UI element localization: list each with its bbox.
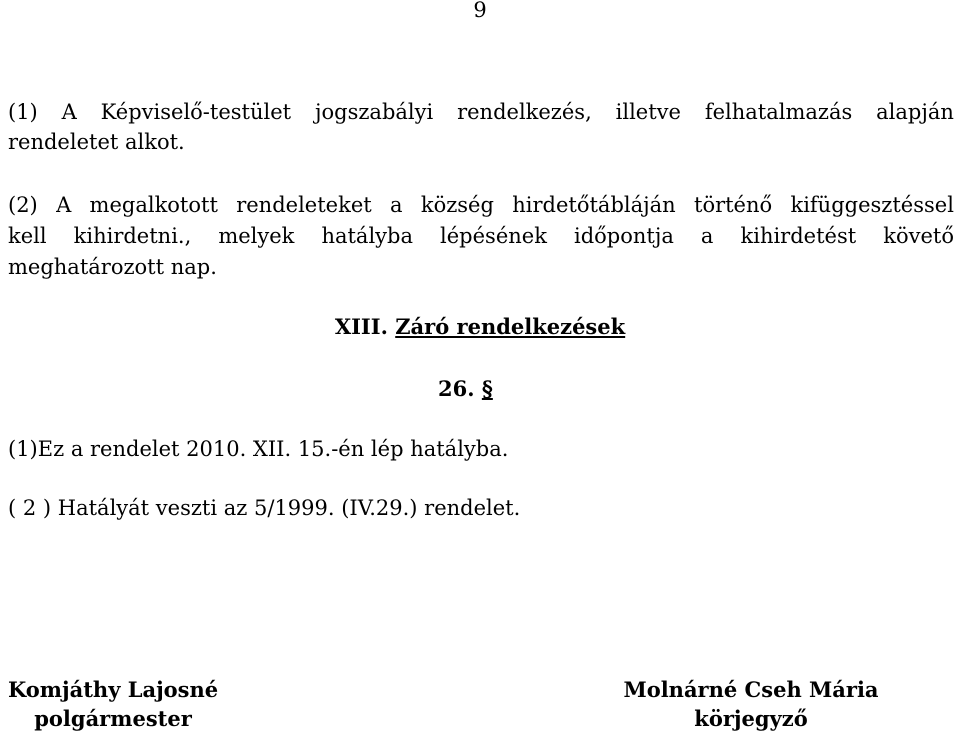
paragraph-1-line-2: rendeletet alkot.	[8, 130, 185, 154]
word: kihirdetni.,	[73, 224, 192, 248]
word: a	[700, 224, 714, 248]
chapter-number: XIII.	[334, 314, 388, 339]
paragraph-2-line-3: meghatározott nap.	[8, 255, 217, 279]
word: hirdetőtábláján	[512, 193, 676, 217]
signer-name-right: Molnárné Cseh Mária	[623, 677, 879, 702]
word: alapján	[876, 100, 954, 124]
clause-1: (1)Ez a rendelet 2010. XII. 15.-én lép hatályba.	[8, 437, 509, 461]
word: illetve	[615, 100, 681, 124]
chapter-heading	[0, 314, 960, 339]
word: kihirdetést	[740, 224, 857, 248]
word: időpontja	[573, 224, 674, 248]
signer-name-left: Komjáthy Lajosné	[8, 677, 219, 702]
page-number: 9	[473, 0, 487, 22]
word: A	[61, 100, 77, 124]
word: Képviselő-testület	[100, 100, 292, 124]
word: jogszabályi	[314, 100, 434, 124]
signer-title-left: polgármester	[34, 706, 192, 731]
word: felhatalmazás	[704, 100, 853, 124]
word: kifüggesztéssel	[790, 193, 954, 217]
word: a	[390, 193, 403, 217]
word: rendelkezés,	[457, 100, 592, 124]
signature-right	[620, 677, 882, 731]
word: történő	[694, 193, 773, 217]
paragraph-1-line-1	[8, 100, 954, 124]
word: A	[56, 193, 72, 217]
word: (2)	[8, 193, 38, 217]
word: község	[420, 193, 494, 217]
section-number: 26.	[438, 376, 475, 401]
signer-title-right: körjegyző	[694, 706, 808, 731]
word: lépésének	[440, 224, 547, 248]
word: követő	[883, 224, 954, 248]
word: kell	[8, 224, 47, 248]
chapter-title: Záró rendelkezések	[395, 314, 626, 339]
word: megalkotott	[89, 193, 218, 217]
word: (1)	[8, 100, 38, 124]
signature-left	[8, 677, 218, 731]
word: rendeleteket	[236, 193, 372, 217]
paragraph-2-line-2	[8, 224, 954, 248]
clause-2: ( 2 ) Hatályát veszti az 5/1999. (IV.29.) rendelet.	[8, 496, 521, 520]
word: melyek	[218, 224, 295, 248]
word: hatályba	[321, 224, 413, 248]
section-symbol: §	[481, 376, 493, 401]
section-heading	[438, 376, 493, 401]
paragraph-2-line-1	[8, 193, 954, 217]
